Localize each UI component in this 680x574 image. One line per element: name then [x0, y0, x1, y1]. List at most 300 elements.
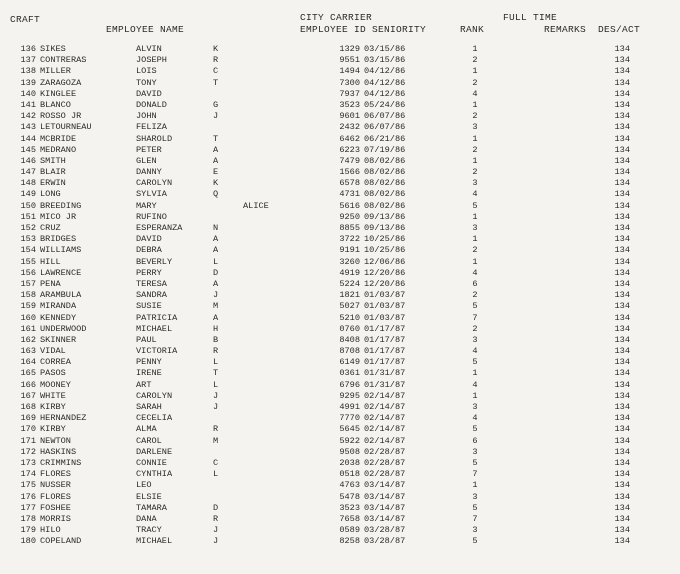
cell-last: HILL [40, 256, 61, 267]
cell-last: NUSSER [40, 480, 71, 491]
table-row [0, 357, 680, 368]
cell-date: 04/12/86 [364, 77, 406, 88]
table-row [0, 111, 680, 122]
cell-des: 134 [614, 256, 630, 267]
cell-date: 01/03/87 [364, 290, 406, 301]
cell-rank: 3 [472, 491, 478, 502]
cell-first: SARAH [136, 402, 162, 412]
cell-rank: 3 [472, 223, 478, 233]
cell-date: 08/02/86 [364, 200, 406, 211]
cell-des: 134 [614, 167, 630, 178]
cell-num: 164 [20, 357, 36, 368]
cell-mid: L [213, 256, 219, 267]
cell-id: 1494 [339, 66, 360, 77]
cell-num: 163 [20, 346, 36, 357]
cell-last: MORRIS [40, 513, 71, 524]
cell-des: 134 [614, 334, 630, 345]
cell-last: ERWIN [40, 178, 66, 189]
cell-last: SMITH [40, 155, 66, 166]
cell-rank: 2 [472, 55, 478, 66]
table-row [0, 514, 680, 525]
cell-id: 7479 [339, 155, 360, 166]
cell-date: 03/14/87 [364, 502, 406, 513]
table-row [0, 536, 680, 547]
cell-num: 152 [20, 223, 36, 233]
cell-mid: A [213, 278, 219, 289]
cell-id: 5478 [339, 491, 360, 502]
cell-rank: 3 [472, 334, 478, 345]
table-row [0, 480, 680, 491]
cell-date: 02/14/87 [364, 424, 406, 435]
cell-mid: N [213, 223, 219, 233]
cell-id: 5027 [339, 301, 360, 312]
cell-num: 155 [20, 256, 36, 267]
seniority-header: SENIORITY [372, 24, 427, 35]
cell-last: CRUZ [40, 223, 61, 233]
cell-first: FELIZA [136, 122, 167, 133]
cell-num: 156 [20, 267, 36, 278]
cell-last: FLORES [40, 469, 71, 480]
cell-rank: 4 [472, 88, 478, 99]
cell-id: 7300 [339, 77, 360, 88]
cell-rank: 2 [472, 323, 478, 334]
cell-id: 2038 [339, 457, 360, 468]
cell-first: PENNY [136, 357, 162, 368]
table-row [0, 313, 680, 324]
cell-date: 01/17/87 [364, 346, 406, 357]
craft-header: CRAFT [10, 14, 41, 25]
cell-mid: J [213, 402, 219, 412]
table-row [0, 201, 680, 212]
cell-last: MICO JR [40, 211, 77, 222]
cell-last: FOSHEE [40, 502, 71, 513]
cell-des: 134 [614, 155, 630, 166]
cell-mid: A [213, 155, 219, 166]
cell-mid: D [213, 267, 219, 278]
table-row [0, 223, 680, 234]
cell-id: 3722 [339, 234, 360, 245]
table-row [0, 324, 680, 335]
cell-mid: C [213, 66, 219, 77]
cell-num: 175 [20, 480, 36, 491]
cell-mid: H [213, 323, 219, 334]
cell-date: 03/14/87 [364, 491, 406, 502]
cell-num: 166 [20, 379, 36, 390]
cell-date: 07/19/86 [364, 144, 406, 155]
cell-id: 6462 [339, 133, 360, 144]
table-row [0, 66, 680, 77]
cell-des: 134 [614, 357, 630, 368]
cell-rank: 1 [472, 256, 478, 267]
cell-last: PASOS [40, 368, 66, 379]
cell-first: ART [136, 379, 152, 390]
cell-des: 134 [614, 223, 630, 233]
cell-date: 03/14/87 [364, 513, 406, 524]
cell-des: 134 [614, 211, 630, 222]
cell-first: CYNTHIA [136, 469, 173, 480]
cell-num: 174 [20, 469, 36, 480]
cell-des: 134 [614, 390, 630, 401]
cell-rank: 4 [472, 346, 478, 357]
cell-mid: J [213, 290, 219, 301]
cell-last: WHITE [40, 390, 66, 401]
cell-date: 01/17/87 [364, 334, 406, 345]
cell-des: 134 [614, 278, 630, 289]
cell-first: ESPERANZA [136, 223, 183, 233]
cell-rank: 3 [472, 402, 478, 412]
cell-first: GLEN [136, 155, 157, 166]
table-row [0, 402, 680, 413]
cell-rank: 1 [472, 368, 478, 379]
remarks-header: REMARKS [544, 24, 587, 35]
cell-first: PAUL [136, 334, 157, 345]
cell-mid: A [213, 234, 219, 245]
cell-num: 141 [20, 99, 36, 110]
table-row [0, 447, 680, 458]
cell-rank: 3 [472, 178, 478, 189]
cell-last: BREEDING [40, 200, 82, 211]
table-row [0, 178, 680, 189]
table-row [0, 346, 680, 357]
cell-first: DONALD [136, 99, 167, 110]
cell-num: 146 [20, 155, 36, 166]
cell-num: 137 [20, 55, 36, 66]
cell-first: TONY [136, 77, 157, 88]
cell-id: 5224 [339, 278, 360, 289]
cell-id: 1566 [339, 167, 360, 178]
cell-num: 169 [20, 413, 36, 424]
cell-num: 138 [20, 66, 36, 77]
cell-rank: 7 [472, 469, 478, 480]
cell-rank: 7 [472, 312, 478, 323]
cell-last: VIDAL [40, 346, 66, 357]
cell-first: DAVID [136, 234, 162, 245]
cell-id: 4919 [339, 267, 360, 278]
cell-first: TERESA [136, 278, 167, 289]
cell-date: 09/13/86 [364, 223, 406, 233]
cell-rank: 7 [472, 513, 478, 524]
cell-last: ROSSO JR [40, 111, 82, 122]
cell-id: 4991 [339, 402, 360, 412]
cell-des: 134 [614, 457, 630, 468]
table-row [0, 279, 680, 290]
table-row [0, 189, 680, 200]
cell-date: 08/02/86 [364, 189, 406, 200]
cell-last: MEDRANO [40, 144, 77, 155]
cell-extra: ALICE [243, 200, 269, 211]
cell-mid: J [213, 536, 219, 547]
cell-date: 02/14/87 [364, 390, 406, 401]
cell-date: 08/02/86 [364, 155, 406, 166]
cell-num: 147 [20, 167, 36, 178]
cell-mid: L [213, 357, 219, 368]
cell-id: 6578 [339, 178, 360, 189]
cell-rank: 1 [472, 234, 478, 245]
cell-date: 12/20/86 [364, 267, 406, 278]
cell-rank: 5 [472, 357, 478, 368]
cell-first: LOIS [136, 66, 157, 77]
cell-des: 134 [614, 435, 630, 446]
cell-date: 02/28/87 [364, 469, 406, 480]
cell-id: 9250 [339, 211, 360, 222]
cell-id: 5922 [339, 435, 360, 446]
cell-num: 136 [20, 44, 36, 54]
cell-first: ALMA [136, 424, 157, 435]
cell-last: KINGLEE [40, 88, 77, 99]
cell-date: 03/28/87 [364, 536, 406, 547]
cell-num: 172 [20, 446, 36, 457]
cell-last: BLANCO [40, 99, 71, 110]
cell-des: 134 [614, 469, 630, 480]
cell-first: ALVIN [136, 44, 162, 54]
cell-last: KIRBY [40, 424, 66, 435]
table-row [0, 156, 680, 167]
cell-last: NEWTON [40, 435, 71, 446]
cell-first: BEVERLY [136, 256, 173, 267]
cell-des: 134 [614, 513, 630, 524]
cell-id: 9551 [339, 55, 360, 66]
cell-last: UNDERWOOD [40, 323, 87, 334]
cell-num: 157 [20, 278, 36, 289]
cell-rank: 2 [472, 245, 478, 256]
cell-num: 151 [20, 211, 36, 222]
cell-last: LONG [40, 189, 61, 200]
cell-first: DEBRA [136, 245, 162, 256]
cell-date: 02/28/87 [364, 446, 406, 457]
cell-rank: 1 [472, 155, 478, 166]
cell-last: BLAIR [40, 167, 66, 178]
cell-last: SIKES [40, 44, 66, 54]
cell-date: 06/21/86 [364, 133, 406, 144]
table-row [0, 525, 680, 536]
cell-id: 9508 [339, 446, 360, 457]
cell-last: KENNEDY [40, 312, 77, 323]
table-row [0, 424, 680, 435]
cell-num: 165 [20, 368, 36, 379]
cell-des: 134 [614, 312, 630, 323]
cell-date: 01/17/87 [364, 357, 406, 368]
cell-rank: 4 [472, 413, 478, 424]
cell-date: 08/02/86 [364, 178, 406, 189]
cell-des: 134 [614, 402, 630, 412]
cell-num: 148 [20, 178, 36, 189]
cell-id: 9601 [339, 111, 360, 122]
cell-mid: A [213, 144, 219, 155]
cell-mid: C [213, 457, 219, 468]
cell-id: 6796 [339, 379, 360, 390]
rank-header: RANK [460, 24, 485, 35]
cell-des: 134 [614, 267, 630, 278]
cell-last: MIRANDA [40, 301, 77, 312]
cell-mid: B [213, 334, 219, 345]
cell-first: RUFINO [136, 211, 167, 222]
cell-date: 02/14/87 [364, 402, 406, 412]
cell-des: 134 [614, 446, 630, 457]
table-row [0, 391, 680, 402]
full-time-header: FULL TIME [503, 12, 558, 23]
cell-rank: 5 [472, 536, 478, 547]
cell-id: 2432 [339, 122, 360, 133]
cell-id: 1821 [339, 290, 360, 301]
table-row [0, 268, 680, 279]
cell-num: 173 [20, 457, 36, 468]
cell-rank: 2 [472, 290, 478, 301]
cell-id: 4763 [339, 480, 360, 491]
cell-num: 162 [20, 334, 36, 345]
table-row [0, 234, 680, 245]
cell-des: 134 [614, 77, 630, 88]
table-row [0, 100, 680, 111]
cell-rank: 5 [472, 457, 478, 468]
cell-last: LETOURNEAU [40, 122, 92, 133]
cell-id: 8408 [339, 334, 360, 345]
cell-last: ARAMBULA [40, 290, 82, 301]
cell-rank: 4 [472, 267, 478, 278]
cell-des: 134 [614, 189, 630, 200]
cell-id: 5645 [339, 424, 360, 435]
cell-id: 9191 [339, 245, 360, 256]
cell-first: VICTORIA [136, 346, 178, 357]
cell-mid: R [213, 55, 219, 66]
table-row [0, 78, 680, 89]
cell-id: 0518 [339, 469, 360, 480]
cell-num: 178 [20, 513, 36, 524]
table-row [0, 167, 680, 178]
cell-num: 168 [20, 402, 36, 412]
table-row [0, 245, 680, 256]
cell-date: 03/14/87 [364, 480, 406, 491]
cell-num: 150 [20, 200, 36, 211]
cell-id: 3523 [339, 502, 360, 513]
cell-id: 7937 [339, 88, 360, 99]
des-act-header: DES/ACT [598, 24, 641, 35]
cell-date: 05/24/86 [364, 99, 406, 110]
cell-id: 0361 [339, 368, 360, 379]
table-row [0, 44, 680, 55]
cell-rank: 3 [472, 446, 478, 457]
cell-rank: 2 [472, 77, 478, 88]
cell-num: 170 [20, 424, 36, 435]
cell-last: CONTRERAS [40, 55, 87, 66]
cell-num: 144 [20, 133, 36, 144]
cell-des: 134 [614, 66, 630, 77]
cell-id: 9295 [339, 390, 360, 401]
cell-last: PENA [40, 278, 61, 289]
cell-num: 176 [20, 491, 36, 502]
cell-first: JOSEPH [136, 55, 167, 66]
cell-last: HERNANDEZ [40, 413, 87, 424]
cell-first: MICHAEL [136, 536, 173, 547]
table-row [0, 335, 680, 346]
cell-num: 145 [20, 144, 36, 155]
cell-date: 12/06/86 [364, 256, 406, 267]
cell-mid: K [213, 178, 219, 189]
cell-first: DARLENE [136, 446, 173, 457]
cell-rank: 6 [472, 278, 478, 289]
cell-rank: 3 [472, 525, 478, 536]
cell-des: 134 [614, 525, 630, 536]
cell-last: COPELAND [40, 536, 82, 547]
cell-des: 134 [614, 88, 630, 99]
cell-first: LEO [136, 480, 152, 491]
cell-des: 134 [614, 502, 630, 513]
cell-date: 01/17/87 [364, 323, 406, 334]
table-row [0, 212, 680, 223]
cell-rank: 5 [472, 301, 478, 312]
cell-mid: D [213, 502, 219, 513]
cell-des: 134 [614, 379, 630, 390]
cell-date: 02/28/87 [364, 457, 406, 468]
cell-first: CAROLYN [136, 390, 173, 401]
cell-des: 134 [614, 200, 630, 211]
cell-id: 5616 [339, 200, 360, 211]
cell-last: CRIMMINS [40, 457, 82, 468]
cell-rank: 4 [472, 189, 478, 200]
cell-num: 149 [20, 189, 36, 200]
cell-date: 10/25/86 [364, 234, 406, 245]
cell-last: BRIDGES [40, 234, 77, 245]
cell-last: KIRBY [40, 402, 66, 412]
cell-des: 134 [614, 234, 630, 245]
cell-id: 5210 [339, 312, 360, 323]
cell-mid: J [213, 390, 219, 401]
table-row [0, 257, 680, 268]
cell-last: HASKINS [40, 446, 77, 457]
cell-rank: 4 [472, 379, 478, 390]
cell-mid: T [213, 368, 219, 379]
roster-table [0, 44, 680, 547]
cell-id: 8258 [339, 536, 360, 547]
cell-mid: J [213, 525, 219, 536]
table-row [0, 436, 680, 447]
cell-first: CECELIA [136, 413, 173, 424]
cell-des: 134 [614, 346, 630, 357]
cell-rank: 1 [472, 390, 478, 401]
cell-date: 01/31/87 [364, 379, 406, 390]
cell-date: 01/03/87 [364, 312, 406, 323]
cell-id: 3523 [339, 99, 360, 110]
cell-id: 1329 [339, 44, 360, 54]
cell-last: MILLER [40, 66, 71, 77]
cell-last: FLORES [40, 491, 71, 502]
table-row [0, 145, 680, 156]
cell-rank: 6 [472, 435, 478, 446]
cell-first: DANA [136, 513, 157, 524]
table-row [0, 89, 680, 100]
cell-rank: 3 [472, 122, 478, 133]
cell-mid: K [213, 44, 219, 54]
table-row [0, 458, 680, 469]
cell-last: MCBRIDE [40, 133, 77, 144]
cell-des: 134 [614, 413, 630, 424]
cell-num: 160 [20, 312, 36, 323]
cell-mid: M [213, 301, 219, 312]
cell-mid: Q [213, 189, 219, 200]
cell-num: 161 [20, 323, 36, 334]
table-row [0, 368, 680, 379]
cell-mid: R [213, 424, 219, 435]
cell-num: 179 [20, 525, 36, 536]
cell-id: 6223 [339, 144, 360, 155]
cell-first: CAROLYN [136, 178, 173, 189]
cell-des: 134 [614, 178, 630, 189]
table-row [0, 134, 680, 145]
cell-rank: 1 [472, 133, 478, 144]
cell-date: 04/12/86 [364, 66, 406, 77]
cell-mid: G [213, 99, 219, 110]
cell-first: PATRICIA [136, 312, 178, 323]
cell-id: 4731 [339, 189, 360, 200]
